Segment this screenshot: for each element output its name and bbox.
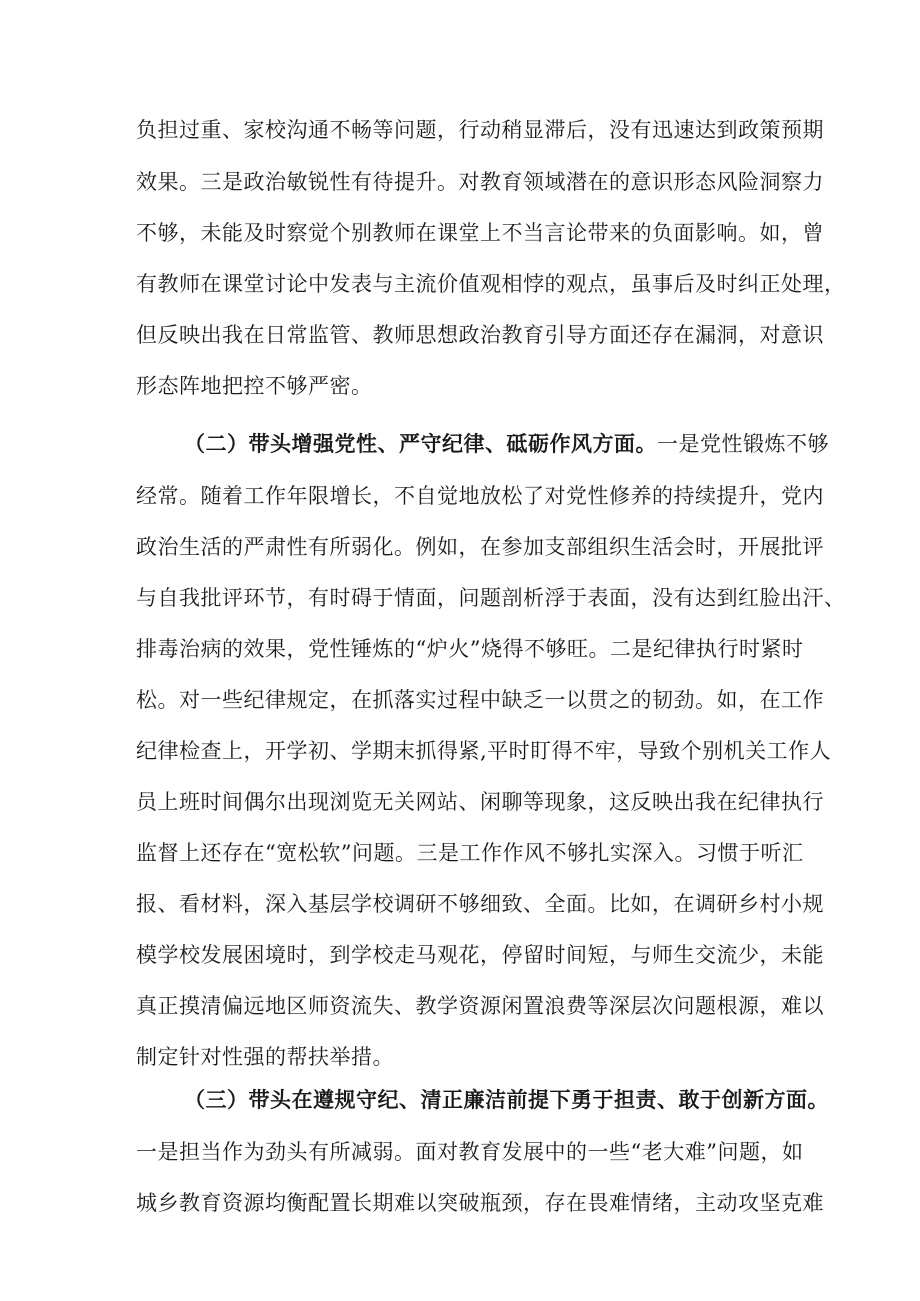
- text-line: 员上班时间偶尔出现浏览无关网站、闲聊等现象，这反映出我在纪律执行: [136, 790, 824, 814]
- text-line: 有教师在课堂讨论中发表与主流价值观相悖的观点，虽事后及时纠正处理，: [136, 272, 846, 296]
- text-line: 排毒治病的效果，党性锤炼的“炉火”烧得不够旺。二是纪律执行时紧时: [136, 637, 804, 661]
- text-line: 监督上还存在“宽松软”问题。三是工作作风不够扎实深入。习惯于听汇: [136, 841, 804, 865]
- text-line: 报、看材料，深入基层学校调研不够细致、全面。比如，在调研乡村小规: [136, 892, 824, 916]
- text-line: 效果。三是政治敏锐性有待提升。对教育领域潜在的意识形态风险洞察力: [136, 170, 824, 194]
- section-heading: （三）带头在遵规守纪、清正廉洁前提下勇于担责、敢于创新方面。: [184, 1087, 829, 1112]
- text-line: 与自我批评环节，有时碍于情面，问题剖析浮于表面，没有达到红脸出汗、: [136, 586, 846, 610]
- text-line: 真正摸清偏远地区师资流失、教学资源闲置浪费等深层次问题根源，难以: [136, 994, 824, 1018]
- text-line: 经常。随着工作年限增长，不自觉地放松了对党性修养的持续提升，党内: [136, 484, 824, 508]
- text-line: 但反映出我在日常监管、教师思想政治教育引导方面还存在漏洞，对意识: [136, 323, 824, 347]
- text-line: 政治生活的严肃性有所弱化。例如，在参加支部组织生活会时，开展批评: [136, 535, 824, 559]
- text-run: 一是党性锻炼不够: [657, 432, 829, 456]
- text-line: 不够，未能及时察觉个别教师在课堂上不当言论带来的负面影响。如，曾: [136, 221, 824, 245]
- text-line: 松。对一些纪律规定，在抓落实过程中缺乏一以贯之的韧劲。如，在工作: [136, 688, 824, 712]
- text-line: 负担过重、家校沟通不畅等问题，行动稍显滞后，没有迅速达到政策预期: [136, 118, 824, 142]
- text-line: 制定针对性强的帮扶举措。: [136, 1045, 394, 1069]
- text-line: 城乡教育资源均衡配置长期难以突破瓶颈，存在畏难情绪，主动攻坚克难: [136, 1191, 824, 1215]
- text-line: 形态阵地把控不够严密。: [136, 374, 373, 398]
- text-line: 一是担当作为劲头有所减弱。面对教育发展中的一些“老大难”问题，如: [136, 1140, 804, 1164]
- section-heading: （二）带头增强党性、严守纪律、砥砺作风方面。: [184, 431, 657, 456]
- text-line: 纪律检查上，开学初、学期末抓得紧,平时盯得不牢，导致个别机关工作人: [136, 739, 832, 763]
- text-line: [184, 426, 829, 462]
- text-line: 模学校发展困境时，到学校走马观花，停留时间短，与师生交流少，未能: [136, 943, 824, 967]
